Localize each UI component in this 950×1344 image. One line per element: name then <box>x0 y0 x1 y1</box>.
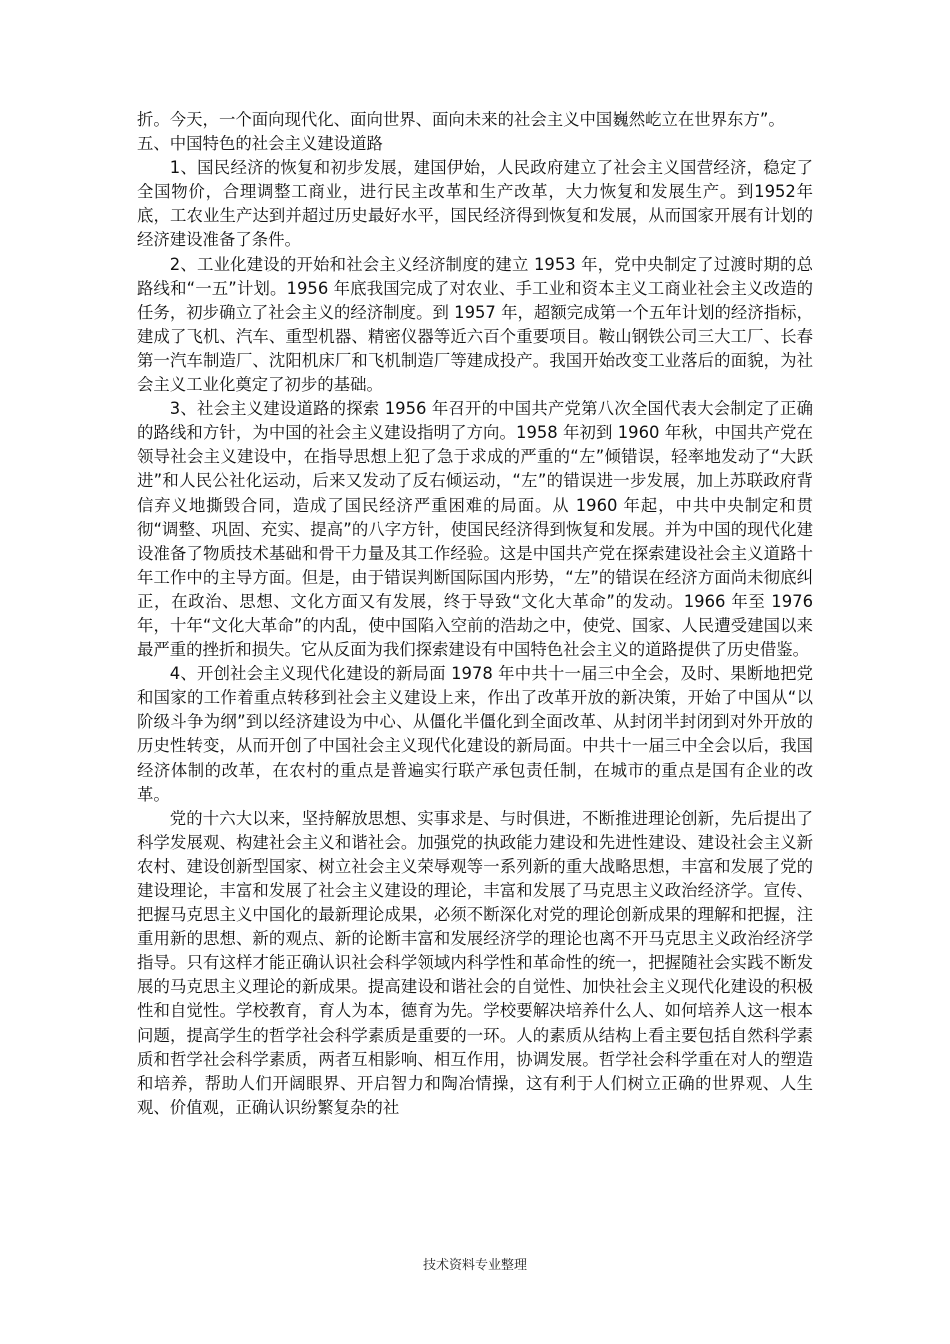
paragraph-exploration: 3、社会主义建设道路的探索 1956 年召开的中国共产党第八次全国代表大会制定了正确的路线和方针，为中国的社会主义建设指明了方向。1958 年初到 1960 年秋，中国共产党在领导社会主义建设中，在指导思想上犯了急于求成的严重的“左”倾错误，轻率地发动了“大跃进”和人民公社化运动，后来又发动了反右倾运动，“左”的错误进一步发展，加上苏联政府背信弃义地撕毁合同，造成了国民经济严重困难的局面。从 1960 年起，中共中央制定和贯彻“调整、巩固、充实、提高”的八字方针，使国民经济得到恢复和发展。并为中国的现代化建设准备了物质技术基础和骨干力量及其工作经验。这是中国共产党在探索建设社会主义道路十年工作中的主导方面。但是，由于错误判断国际国内形势，“左”的错误在经济方面尚未彻底纠正，在政治、思想、文化方面又有发展，终于导致“文化大革命”的发动。1966 年至 1976 年，十年“文化大革命”的内乱，使中国陷入空前的浩劫之中，使党、国家、人民遭受建国以来最严重的挫折和损失。它从反面为我们探索建设有中国特色社会主义的道路提供了历史借鉴。 <box>137 399 813 660</box>
paragraph-new-situation: 4、开创社会主义现代化建设的新局面 1978 年中共十一届三中全会，及时、果断地把党和国家的工作着重点转移到社会主义建设上来，作出了改革开放的新决策，开始了中国从“以阶级斗争为纲”到以经济建设为中心、从僵化半僵化到全面改革、从封闭半封闭到对外开放的历史性转变，从而开创了中国社会主义现代化建设的新局面。中共十一届三中全会以后，我国经济体制的改革，在农村的重点是普遍实行联产承包责任制，在城市的重点是国有企业的改革。 <box>137 664 813 804</box>
paragraph-continuation: 折。今天，一个面向现代化、面向世界、面向未来的社会主义中国巍然屹立在世界东方”。 <box>137 110 785 129</box>
paragraph-economic-recovery: 1、国民经济的恢复和初步发展，建国伊始，人民政府建立了社会主义国营经济，稳定了全国物价，合理调整工商业，进行民主改革和生产改革，大力恢复和发展生产。到1952年底，工农业生产达到并超过历史最好水平，国民经济得到恢复和发展，从而国家开展有计划的经济建设准备了条件。 <box>137 158 813 250</box>
section-heading: 五、中国特色的社会主义建设道路 <box>137 134 383 154</box>
page-footer: 技术资料专业整理 <box>422 1258 527 1273</box>
paragraph-sixteenth-congress: 党的十六大以来，坚持解放思想、实事求是、与时俱进，不断推进理论创新，先后提出了科学发展观、构建社会主义和谐社会。加强党的执政能力建设和先进性建设、建设社会主义新农村、建设创新型国家、树立社会主义荣辱观等一系列新的重大战略思想，丰富和发展了党的建设理论，丰富和发展了社会主义建设的理论，丰富和发展了马克思主义政治经济学。宣传、把握马克思主义中国化的最新理论成果，必须不断深化对党的理论创新成果的理解和把握，注重用新的思想、新的观点、新的论断丰富和发展经济学的理论也离不开马克思主义政治经济学指导。只有这样才能正确认识社会科学领域内科学性和革命性的统一，把握随社会实践不断发展的马克思主义理论的新成果。提高建设和谐社会的自觉性、加快社会主义现代化建设的积极性和自觉性。学校教育，育人为本，德育为先。学校要解决培养什么人、如何培养人这一根本问题，提高学生的哲学社会科学素质是重要的一环。人的素质从结构上看主要包括自然科学素质和哲学社会科学素质，两者互相影响、相互作用，协调发展。哲学社会科学重在对人的塑造和培养，帮助人们开阔眼界、开启智力和陶冶情操，这有利于人们树立正确的世界观、人生观、价值观，正确认识纷繁复杂的社 <box>137 808 813 1117</box>
document-body <box>137 108 813 1120</box>
paragraph-industrialization: 2、工业化建设的开始和社会主义经济制度的建立 1953 年，党中央制定了过渡时期的总路线和“一五”计划。1956 年底我国完成了对农业、手工业和资本主义工商业社会主义改造的任务，初步确立了社会主义的经济制度。到 1957 年，超额完成第一个五年计划的经济指标，建成了飞机、汽车、重型机器、精密仪器等近六百个重要项目。鞍山钢铁公司三大工厂、长春第一汽车制造厂、沈阳机床厂和飞机制造厂等建成投产。我国开始改变工业落后的面貌，为社会主义工业化奠定了初步的基础。 <box>137 254 813 395</box>
